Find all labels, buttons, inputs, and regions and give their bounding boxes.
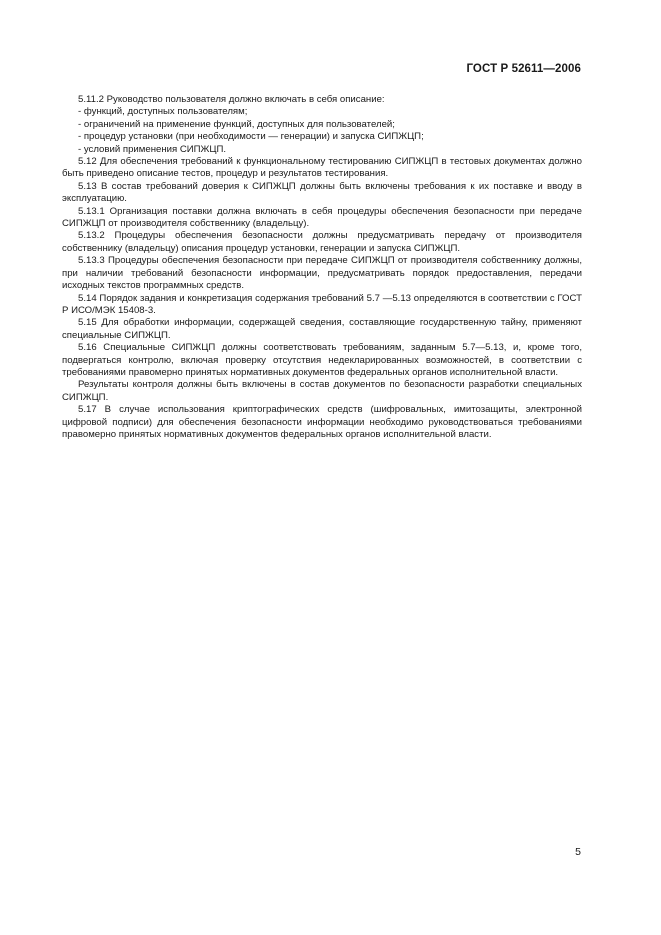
- paragraph-5-11-2: 5.11.2 Руководство пользователя должно включать в себя описание:: [78, 94, 385, 105]
- paragraph-5-17: 5.17 В случае использования криптографических средств (шифровальных, имитозащиты, электронной цифровой подписи) для обеспечения безопасности информации необходимо руководствоваться требованиями правомерно принятых нормативных документов федеральных органов исполнительной власти.: [62, 404, 582, 440]
- paragraph-5-14: 5.14 Порядок задания и конкретизация содержания требований 5.7 —5.13 определяются в соответствии с ГОСТ Р ИСО/МЭК 15408-3.: [62, 292, 582, 316]
- body-text: [62, 94, 582, 441]
- paragraph-5-13-3: 5.13.3 Процедуры обеспечения безопасности при передаче СИПЖЦП от производителя собственнику должны, при наличии требований безопасности информации, предусматривать порядок предоставления, передачи исходных текстов программных средств.: [62, 255, 582, 292]
- document-code-header: ГОСТ Р 52611—2006: [466, 63, 581, 75]
- list-item: - функций, доступных пользователям;: [78, 106, 248, 118]
- paragraph-5-16: 5.16 Специальные СИПЖЦП должны соответствовать требованиям, заданным 5.7—5.13, и, кроме того, подвергаться контролю, включая проверку отсутствия недекларированных возможностей, в соответствии с требованиями правомерно принятых нормативных документов федеральных органов исполнительной власти.: [62, 342, 582, 378]
- paragraph-5-15: 5.15 Для обработки информации, содержащей сведения, составляющие государственную тайну, применяют специальные СИПЖЦП.: [62, 317, 582, 341]
- paragraph-5-13: 5.13 В состав требований доверия к СИПЖЦП должны быть включены требования к их поставке и вводу в эксплуатацию.: [62, 180, 582, 205]
- paragraph-control-results: Результаты контроля должны быть включены в состав документов по безопасности разработки специальных СИПЖЦП.: [62, 379, 582, 403]
- page-number: 5: [575, 846, 581, 858]
- list-item: - условий применения СИПЖЦП.: [78, 143, 227, 155]
- paragraph-5-12: 5.12 Для обеспечения требований к функциональному тестированию СИПЖЦП в тестовых документах должно быть приведено описание тестов, процедур и результатов тестирования.: [62, 156, 582, 180]
- list-item: - процедур установки (при необходимости — генерации) и запуска СИПЖЦП;: [78, 131, 424, 143]
- paragraph-5-13-1: 5.13.1 Организация поставки должна включать в себя процедуры обеспечения безопасности при передаче СИПЖЦП от производителя собственнику (владельцу).: [62, 205, 582, 230]
- paragraph-5-13-2: 5.13.2 Процедуры обеспечения безопасности должны предусматривать передачу от производителя собственнику (владельцу) описания процедур установки, генерации и запуска СИПЖЦП.: [62, 230, 582, 254]
- list-item: - ограничений на применение функций, доступных для пользователей;: [78, 118, 395, 130]
